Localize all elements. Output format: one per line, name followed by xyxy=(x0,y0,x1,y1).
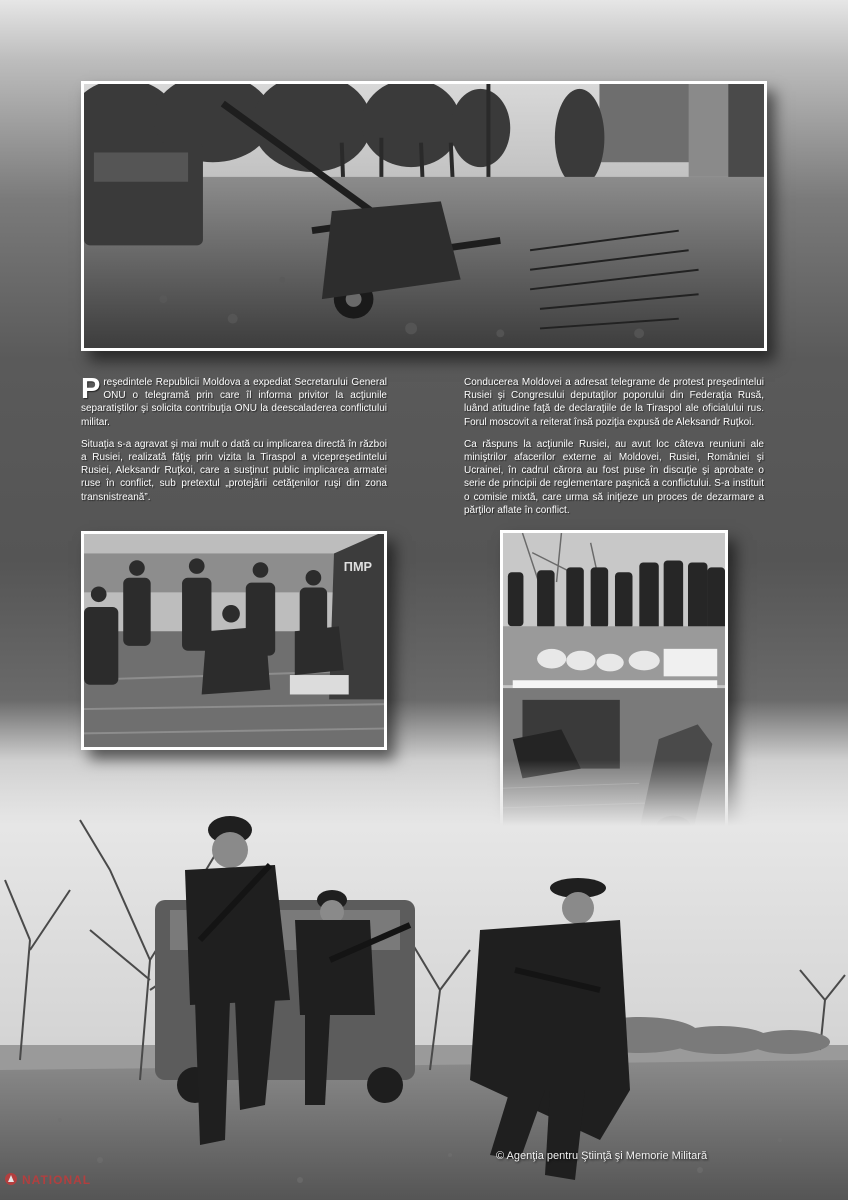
dropcap-letter: P xyxy=(81,373,101,405)
publisher-logo[interactable] xyxy=(4,1172,91,1187)
photo-soldiers-resting xyxy=(81,531,387,750)
paragraph-ministers-meetings: Ca răspuns la acţiunile Rusiei, au avut loc câteva reuniuni ale miniştrilor afacerilor externe ai Moldovei, Rusiei, României şi Ucrainei, în cadrul cărora au fost puse în discuţie şi aprobate o serie de principii de reglementare paşnică a conflictului. S-a instituit o comisie mixtă, care urma să iniţieze un proces de dezarmare a părţilor aflate în conflict. xyxy=(464,438,764,516)
photo-destroyed-artillery xyxy=(81,81,767,351)
paragraph-russia-involvement: Situaţia s-a agravat şi mai mult o dată cu implicarea directă în război a Rusiei, realizată făţiş prin vizita la Tiraspol a vicepreşedintelui Rusiei, Aleksandr Ruţkoi, care a susţinut public implicarea armatei ruse în conflict, sub pretextul „protejării cetăţenilor ruşi din zona transnistreană”. xyxy=(81,438,387,503)
vehicle-marking-text: ПМР xyxy=(343,560,373,574)
article-column-right xyxy=(464,376,764,526)
paragraph-protest-telegrams: Conducerea Moldovei a adresat telegrame de protest preşedintelui Rusiei şi Congresului deputaţilor poporului din Federaţia Rusă, luând atitudine faţă de declaraţiile de la Tiraspol ale oficialului rus. Forul moscovit a reiterat însă poziţia expusă de Aleksandr Ruţkoi. xyxy=(464,377,764,428)
paragraph-un-telegram xyxy=(81,373,387,429)
paragraph-text: reşedintele Republicii Moldova a expediat Secretarului General ONU o telegramă prin care îl informa privitor la acţiunile separatiştilor şi solicita contribuţia ONU la deescaladerea conflictului militar. xyxy=(81,377,387,428)
photo-credit: © Agenţia pentru Ştiinţă şi Memorie Militară xyxy=(496,1150,708,1162)
logo-text: NATIONAL xyxy=(22,1173,92,1187)
photo-armed-men-running xyxy=(0,760,848,1200)
article-column-left xyxy=(81,373,387,513)
logo-mark-icon xyxy=(4,1172,18,1186)
